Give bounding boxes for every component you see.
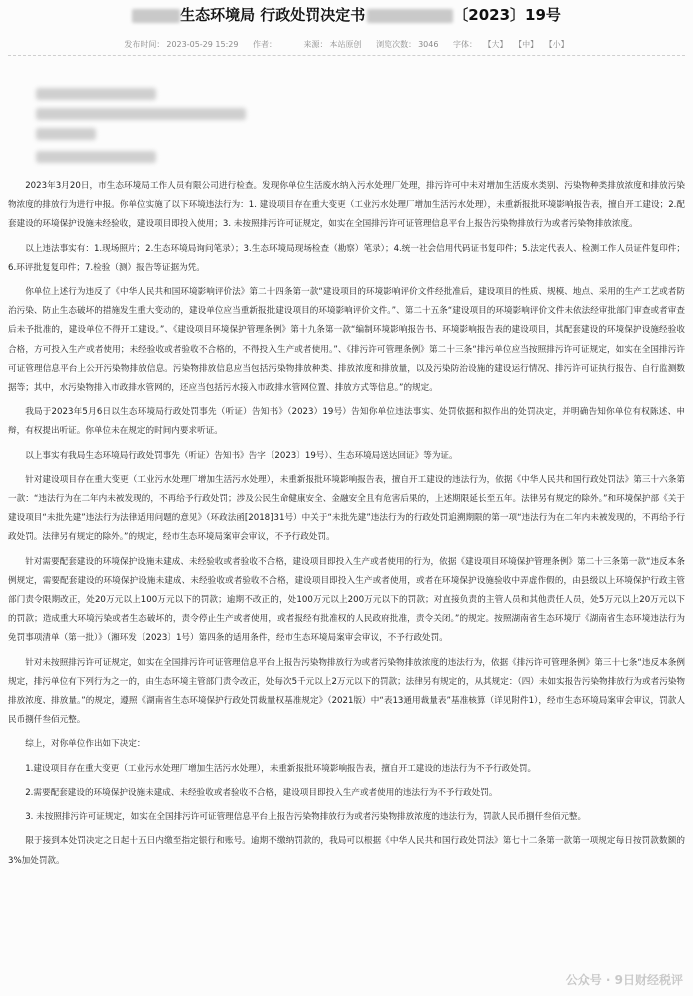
paragraph-ruling-1: 针对建设项目存在重大变更（工业污水处理厂增加生活污水处理），未重新报批环境影响报告表，擅自开工建设的违法行为，依据《中华人民共和国行政处罚法》第三十六条第一款：“违法行为在二年内未被发现的，不再给予行政处罚；涉及公民生命健康安全、金融安全且有危害后果的，上述期限延长至五年。法律另有规定的除外。”和环境保护部《关于建设项目“未批先建”违法行为法律适用问题的意见》（环政法函[2018]31号）中关于“未批先建”违法行为的行政处罚追溯期限的第一项“违法行为在二年内未被发现的，不再给予行政处罚。法律另有规定的除外。”的规定，经市生态环境局案审会审议，不予行政处罚。 [8,474,685,543]
views-label: 浏览次数： [376,40,417,49]
article-meta [0,38,693,52]
document-title-number: 〔2023〕19号 [453,6,561,24]
redacted-agency-name [132,9,180,23]
decision-item-1: 1.建设项目存在重大变更（工业污水处理厂增加生活污水处理），未重新报批环境影响报告表，擅自开工建设的违法行为不予行政处罚。 [25,763,537,774]
author-label: 作者： [253,40,277,49]
paragraph-payment: 限于接到本处罚决定之日起十五日内缴至指定银行和账号。逾期不缴纳罚款的，我局可以根据《中华人民共和国行政处罚法》第七十二条第一款第一项规定每日按罚款数额的3%加处罚款。 [8,836,685,866]
views-count: 3046 [418,40,439,49]
redacted-recipient-line-2 [36,108,246,120]
document-title [0,2,693,28]
document-title-text: 生态环境局 行政处罚决定书 [180,6,366,24]
paragraph-violations: 你单位上述行为违反了《中华人民共和国环境影响评价法》第二十四条第一款“建设项目的环境影响评价文件经批准后，建设项目的性质、规模、地点、采用的生产工艺或者防治污染、防止生态破坏的措施发生重大变动的，建设单位应当重新报批建设项目的环境影响评价文件。”、第二十五条“建设项目的环境影响评价文件未依法经审批部门审查或者审查后未予批准的，建设单位不得开工建设。”、《建设项目环境保护管理条例》第十九条第一款“编制环境影响报告书、环境影响报告表的建设项目，其配套建设的环境保护设施经验收合格，方可投入生产或者使用；未经验收或者验收不合格的，不得投入生产或者使用。”、《排污许可管理条例》第二十三条“排污单位应当按照排污许可证规定，如实在全国排污许可证管理信息平台上公开污染物排放信息。污染物排放信息应当包括污染物排放种类、排放浓度和排放量，以及污染防治设施的建设运行情况、排污许可证执行报告、自行监测数据等；其中，水污染物排入市政排水管网的，还应当包括污水接入市政排水管网位置、排放方式等信息。”的规定。 [8,287,685,394]
redacted-recipient-line-3 [36,128,96,140]
watermark: 公众号 · 9日财经税评 [565,973,683,987]
font-medium-button[interactable]: 【中】 [514,40,539,49]
redacted-recipient-line-1 [36,88,156,100]
font-size-label: 字体： [453,40,477,49]
redacted-recipient-line-4 [36,151,156,163]
publish-time: 2023-05-29 15:29 [166,40,239,49]
source-label: 来源： [303,40,328,49]
paragraph-proof: 以上事实有我局生态环境局行政处罚事先（听证）告知书》告字〔2023〕19号）、生态环境局送达回证》等为证。 [25,450,458,461]
paragraph-evidence: 以上违法事实有：1.现场照片；2.生态环境局询问笔录）；3.生态环境局现场检查（勘察）笔录）；4.统一社会信用代码证书复印件；5.法定代表人、检测工作人员证件复印件；6.环评批复复印件；7.检验（测）报告等证据为凭。 [8,243,685,273]
paragraph-notice: 我局于2023年5月6日以生态环境局行政处罚事先（听证）告知书》（2023）19号）告知你单位违法事实、处罚依据和拟作出的处罚决定，并明确告知你单位有权陈述、申辩，有权提出听证。你单位未在规定的时间内要求听证。 [8,407,685,437]
paragraph-summary: 综上，对你单位作出如下决定： [25,739,146,750]
paragraph-ruling-3: 针对未按照排污许可证规定，如实在全国排污许可证管理信息平台上报告污染物排放行为或者污染物排放浓度的违法行为，依据《排污许可管理条例》第三十七条“违反本条例规定，排污单位有下列行为之一的，由生态环境主管部门责令改正，处每次5千元以上2万元以下的罚款；法律另有规定的，从其规定：（四）未如实报告污染物排放行为或者污染物排放浓度、排放量。”的规定，遵照《湖南省生态环境保护行政处罚裁量权基准规定》（2021版）中“表13通用裁量表”基准核算（详见附件1），经市生态环境局案审会审议，罚款人民币捌仟叁佰元整。 [8,657,685,726]
document-body [8,177,685,871]
redacted-doc-prefix [367,9,453,23]
paragraph-ruling-2: 针对需要配套建设的环境保护设施未建成、未经验收或者验收不合格，建设项目即投入生产或者使用的行为，依据《建设项目环境保护管理条例》第二十三条第一款“违反本条例规定，需要配套建设的环境保护设施未建成、未经验收或者验收不合格，建设项目即投入生产或者使用，或者在环境保护设施验收中弄虚作假的，由县级以上环境保护行政主管部门责令限期改正，处20万元以上100万元以下的罚款；逾期不改正的，处100万元以上200万元以下的罚款；对直接负责的主管人员和其他责任人员，处5万元以上20万元以下的罚款；造成重大环境污染或者生态破坏的，责令停止生产或者使用，或者报经有批准权的人民政府批准，责令关闭。”的规定。按照湖南省生态环境厅《湖南省生态环境违法行为免罚事项清单（第一批）》（湘环发〔2023〕1号）第四条的适用条件，经市生态环境局案审会审议，不予行政处罚。 [8,556,685,644]
font-small-button[interactable]: 【小】 [544,40,569,49]
decision-item-2: 2.需要配套建设的环境保护设施未建成、未经验收或者验收不合格，建设项目即投入生产或者使用的违法行为不予行政处罚。 [25,787,498,798]
meta-divider [8,55,685,56]
source-value: 本站原创 [329,40,362,49]
font-large-button[interactable]: 【大】 [483,40,508,49]
decision-item-3: 3. 未按照排污许可证规定，如实在全国排污许可证管理信息平台上报告污染物排放行为或者污染物排放浓度的违法行为，罚款人民币捌仟叁佰元整。 [25,812,587,823]
paragraph-facts: 2023年3月20日，市生态环境局工作人员有限公司进行检查。发现你单位生活废水纳入污水处理厂处理，排污许可中未对增加生活废水类别、污染物种类排放浓度和排放污染物浓度的排放行为进行申报。你单位实施了以下环境违法行为：1. 建设项目存在重大变更（工业污水处理厂增加生活污水处理），未重新报批环境影响报告表，擅自开工建设；2.配套建设的环境保护设施未经验收，建设项目即投入使用；3. 未按照排污许可证规定，如实在全国排污许可证管理信息平台上报告污染物排放行为或者污染物排放浓度。 [8,181,685,230]
publish-label: 发布时间： [124,40,165,49]
